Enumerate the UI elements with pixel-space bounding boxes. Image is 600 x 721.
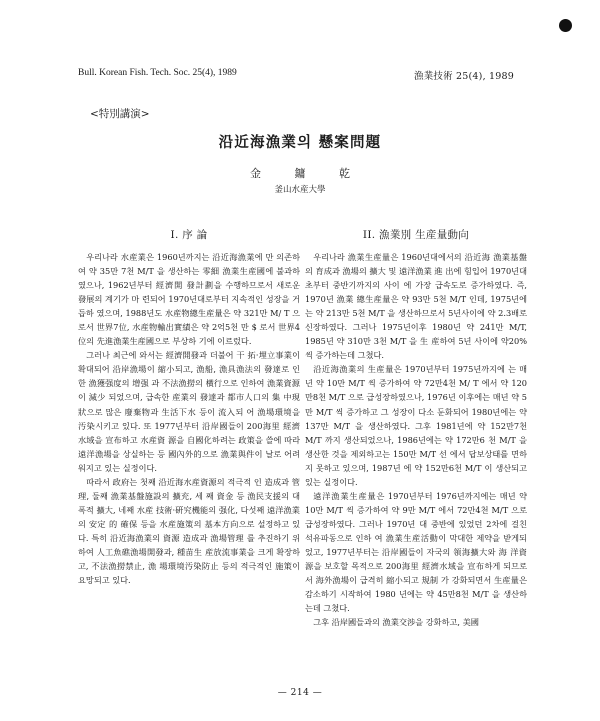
- journal-header-english: Bull. Korean Fish. Tech. Soc. 25(4), 1989: [78, 68, 237, 78]
- punch-hole-mark: [559, 19, 572, 32]
- article-category: <特別講演>: [90, 108, 150, 120]
- journal-header-korean: 漁業技術 25(4), 1989: [414, 71, 514, 82]
- section-heading-production-trends: II. 漁業別 生産量動向: [362, 229, 470, 241]
- left-column: [78, 228, 300, 587]
- body-paragraph: 沿近海漁業의 生産量은 1970년부터 1975년까지에 는 매년 약 10만 M/T 씩 증가하여 약 72만4천 M/ T 에서 약 120만8천 M/T 으로 급성장하였으나, 1976년 이후에는 매년 약 5만 M/T 씩 증가하고 그 성장이 다소 둔화되어 1980년에는 약 137만 M/T 을 생산하였다. 그후 1981년에 약 152만7천 M/T 까지 생산되었으나, 1986년에는 약 172만6 천 M/T 을 생산한 것을 제외하고는 150만 M/T 선 에서 답보상태를 면하지 못하고 있으며, 1987년 에 약 152만6천 M/T 이 생산되고 있는 실정이다.: [305, 364, 527, 487]
- article-author: 金 鏞 乾: [250, 167, 350, 180]
- body-paragraph: 우리나라 水産業은 1960년까지는 沿近海漁業에 만 의존하여 약 35만 7천 M/T 을 생산하는 零細 漁業生産國에 불과하였으나, 1962년부터 經濟開 發計劃을 수행하므로서 새로운 發展의 계기가 마 련되어 1970년대로부터 지속적인 성장을 거듭하 였으며, 1988년도 水産物總生産量은 약 321만 M/ T 으로서 世界7位, 水産物輸出實績은 약 2억5천 만 $ 로서 世界4位의 先進漁業生産國으로 부상하 기에 이르렀다.: [78, 252, 300, 347]
- page-number: — 214 —: [277, 688, 323, 698]
- body-paragraph: 따라서 政府는 첫째 沿近海水産資源의 적극적 인 造成과 管理, 둘째 漁業基盤施設의 擴充, 세 째 資金 등 漁民支援의 대폭적 擴大, 네째 水産 技術·硏究機能의 强化, 다섯째 遠洋漁業의 安定 的 確保 등을 水産施策의 基本方向으로 설정하고 있다. 특히 沿近海漁業의 資源 造成과 漁場管理 를 추진하기 위하여 人工魚礁漁場開發과, 種苗生 産放流事業을 크게 확장하고, 不法漁撈禁止, 漁 場環境汚染防止 등의 적극적인 施策이 요망되고 있다.: [78, 476, 300, 586]
- body-paragraph: 遠洋漁業生産量은 1970년부터 1976년까지에는 매년 약 10만 M/T 씩 증가하여 약 9만 M/T 에서 72만4천 M/T 으로 급성장하였다. 그러나 1970년 대 중반에 있었던 2차에 걸친 석유파동으로 인하 여 漁業生産活動이 막대한 제약을 받게되었고, 1977년부터는 沿岸國들이 자국의 領海擴大와 海 洋資源을 보호할 목적으로 200海里 經濟水域을 宣布하게 되므로서 海外漁場이 급격히 縮小되고 規制 가 강화되면서 生産量은 감소하기 시작하여 1980 년에는 약 45만8천 M/T 을 생산하는데 그쳤다.: [305, 490, 527, 614]
- section-heading-introduction: I. 序 論: [170, 229, 208, 241]
- article-title: 沿近海漁業의 懸案問題: [218, 134, 382, 151]
- body-paragraph: 그러나 최근에 와서는 經濟開發과 더불어 干 拓·埋立事業이 확대되어 沿岸漁場이 縮小되고, 漁船, 漁具漁法의 發達로 인한 漁獲强度의 增强 과 不法漁撈의 橫行으로 인하여 漁業資源이 減少 되었으며, 급속한 産業의 發達과 都市人口의 集 中現狀으로 많은 廢棄物과 生活下水 등이 流入되 어 漁場環境을 汚染시키고 있다. 또 1977년부터 沿岸國들이 200海里 經濟水域을 宣布하고 水産資 源을 自國化하려는 政策을 쓸에 따라 遠洋漁場을 상실하는 등 國內外的으로 漁業與件이 날로 어려 워지고 있는 실정이다.: [78, 350, 300, 473]
- author-affiliation: 釜山水産大學: [274, 185, 326, 195]
- body-paragraph: 그후 沿岸國들과의 漁業交渉을 강화하고, 美國: [313, 617, 479, 628]
- body-paragraph: 우리나라 漁業生産量은 1960년대에서의 沿近海 漁業基盤의 育成과 漁場의 擴大 및 遠洋漁業 進 出에 힘입어 1970년대초부터 중반기까지의 사이 에 가장 급속도로 증가하였다. 즉, 1970년 漁業 總生産量은 약 93만 5천 M/T 인데, 1975년에는 약 213만 5천 M/T 을 생산하므로서 5년사이에 약 2.3배로 신장하였다. 그러나 1975년이후 1980년 약 241만 M/T, 1985년 약 310만 3천 M/T 을 生 産하여 5년 사이에 약20%씩 증가하는데 그쳤다.: [305, 252, 527, 361]
- right-column: [305, 228, 527, 629]
